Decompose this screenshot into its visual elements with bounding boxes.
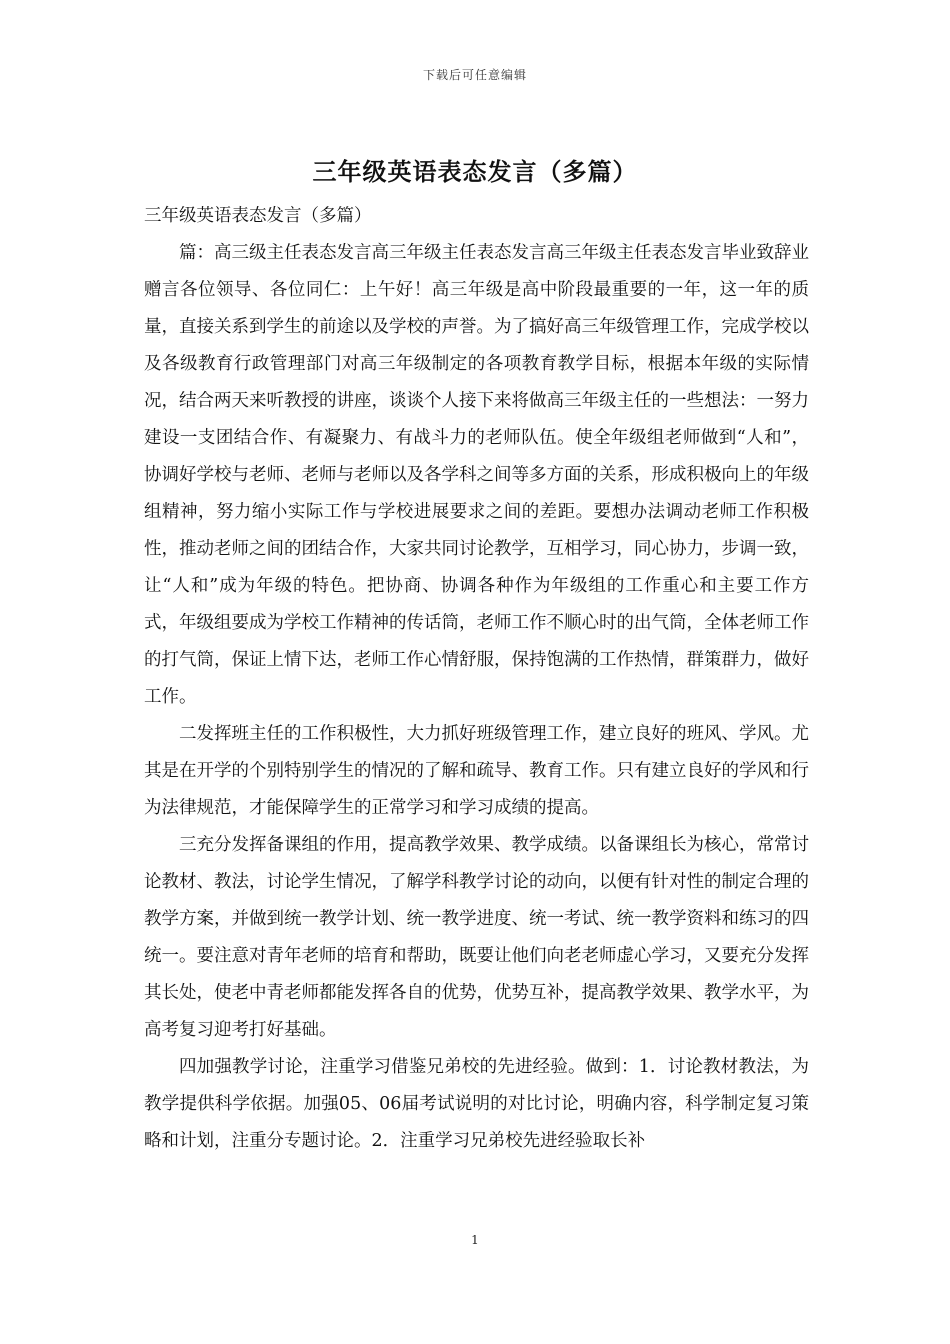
document-body xyxy=(144,198,809,1160)
paragraph-2: 二发挥班主任的工作积极性，大力抓好班级管理工作，建立良好的班风、学风。尤其是在开学的个别特别学生的情况的了解和疏导、教育工作。只有建立良好的学风和行为法律规范，才能保障学生的正常学习和学习成绩的提高。 xyxy=(144,724,809,818)
paragraph-1: 篇：高三级主任表态发言高三年级主任表态发言高三年级主任表态发言毕业致辞业赠言各位领导、各位同仁：上午好！高三年级是高中阶段最重要的一年，这一年的质量，直接关系到学生的前途以及学校的声誉。为了搞好高三年级管理工作，完成学校以及各级教育行政管理部门对高三年级制定的各项教育教学目标，根据本年级的实际情况，结合两天来听教授的讲座，谈谈个人接下来将做高三年级主任的一些想法：一努力建设一支团结合作、有凝聚力、有战斗力的老师队伍。使全年级组老师做到“人和”，协调好学校与老师、老师与老师以及各学科之间等多方面的关系，形成积极向上的年级组精神，努力缩小实际工作与学校进展要求之间的差距。要想办法调动老师工作积极性，推动老师之间的团结合作，大家共同讨论教学，互相学习，同心协力，步调一致，让“人和”成为年级的特色。把协商、协调各种作为年级组的工作重心和主要工作方式，年级组要成为学校工作精神的传话筒，老师工作不顺心时的出气筒，全体老师工作的打气筒，保证上情下达，老师工作心情舒服，保持饱满的工作热情，群策群力，做好工作。 xyxy=(144,243,809,707)
paragraph-3: 三充分发挥备课组的作用，提高教学效果、教学成绩。以备课组长为核心，常常讨论教材、教法，讨论学生情况，了解学科教学讨论的动向，以便有针对性的制定合理的教学方案，并做到统一教学计划、统一教学进度、统一考试、统一教学资料和练习的四统一。要注意对青年老师的培育和帮助，既要让他们向老老师虚心学习，又要充分发挥其长处，使老中青老师都能发挥各自的优势，优势互补，提高教学效果、教学水平，为高考复习迎考打好基础。 xyxy=(144,835,809,1040)
paragraph-4: 四加强教学讨论，注重学习借鉴兄弟校的先进经验。做到：1．讨论教材教法，为教学提供科学依据。加强05、06届考试说明的对比讨论，明确内容，科学制定复习策略和计划，注重分专题讨论。2．注重学习兄弟校先进经验取长补 xyxy=(144,1057,809,1151)
page-number: 1 xyxy=(471,1233,479,1247)
header-note: 下载后可任意编辑 xyxy=(422,68,527,82)
document-subtitle: 三年级英语表态发言（多篇） xyxy=(144,206,372,226)
document-title: 三年级英语表态发言（多篇） xyxy=(312,157,638,186)
